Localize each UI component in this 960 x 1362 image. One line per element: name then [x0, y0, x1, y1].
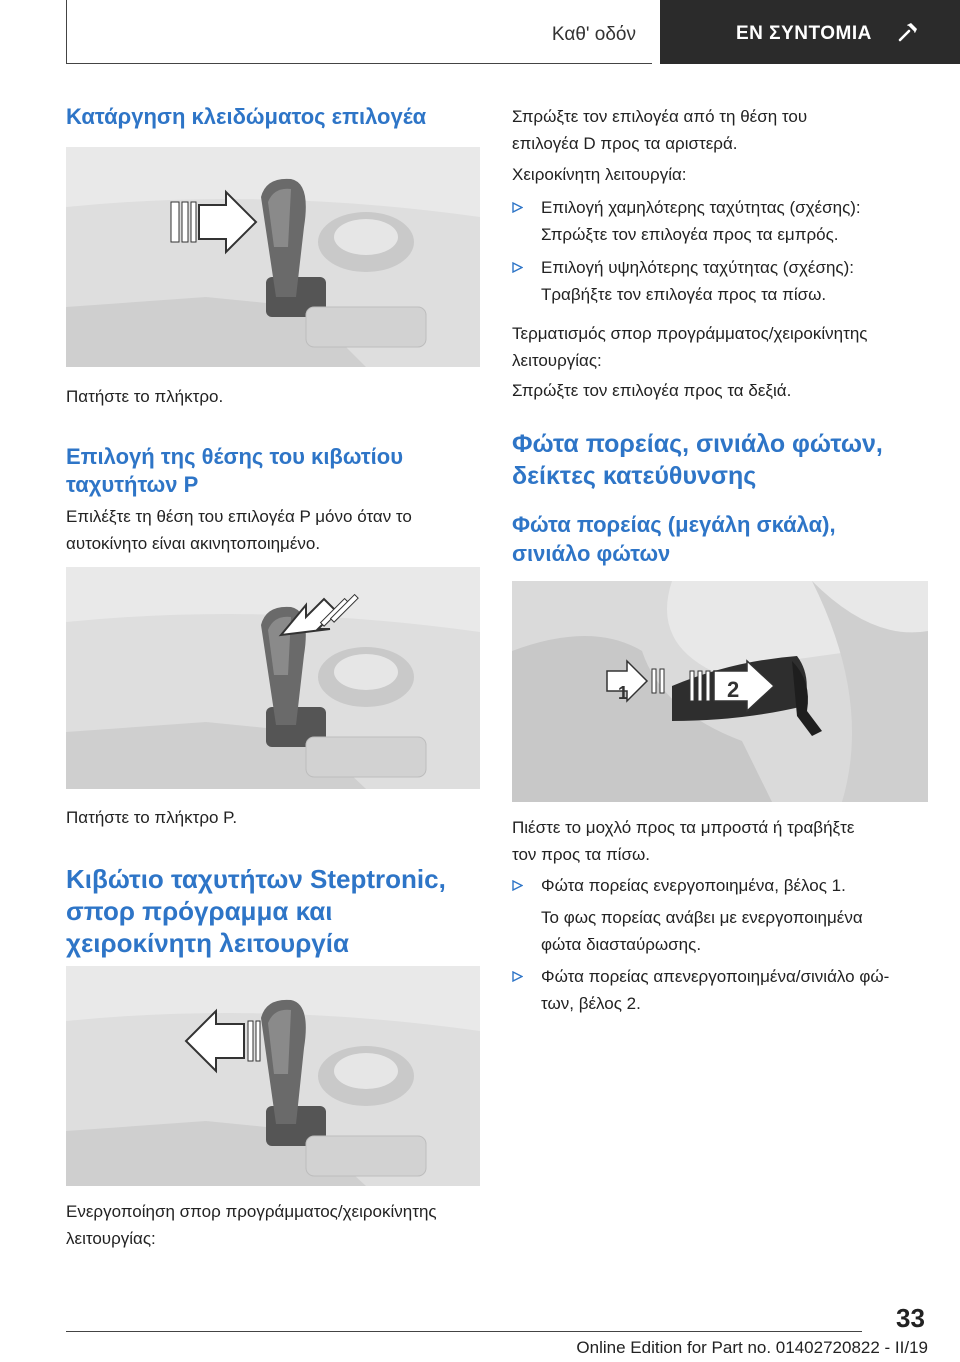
bullet-high-beam-off: [512, 964, 889, 1016]
park-text-line1: Επιλέξτε τη θέση του επιλογέα P μόνο όταν το: [66, 507, 412, 526]
bullet-high-beam-off-line2: των, βέλος 2.: [541, 994, 641, 1013]
sport-caption-line2: λειτουργίας:: [66, 1229, 156, 1248]
heading-park-line2: ταχυτήτων P: [66, 472, 199, 497]
tab-label: ΕΝ ΣΥΝΤΟΜΙΑ: [736, 23, 872, 44]
tab-en-syntomia[interactable]: [660, 0, 960, 64]
lever-text-line1: Πιέστε το μοχλό προς τα μπροστά ή τραβήξτε: [512, 818, 855, 837]
heading-lights-line1: Φώτα πορείας, σινιάλο φώτων,: [512, 430, 883, 458]
bullet-lower-gear-line2: Σπρώξτε τον επιλογέα προς τα εμπρός.: [541, 225, 839, 244]
caption-press-button: Πατήστε το πλήκτρο.: [66, 387, 224, 406]
high-beam-note-line2: φώτα διασταύρωσης.: [541, 935, 702, 954]
triangle-bullet-icon: [512, 880, 523, 891]
sport-caption-line1: Ενεργοποίηση σπορ προγράμματος/χειροκίνητης: [66, 1202, 437, 1221]
right-text-line2: επιλογέα D προς τα αριστερά.: [512, 134, 738, 153]
park-text-line2: αυτοκίνητο είναι ακινητοποιημένο.: [66, 534, 321, 553]
bullet-higher-gear-line1: Επιλογή υψηλότερης ταχύτητας (σχέσης):: [541, 258, 854, 277]
bullet-higher-gear: [512, 255, 854, 307]
caption-press-p: Πατήστε το πλήκτρο P.: [66, 808, 238, 827]
bullet-high-beam-on: [512, 873, 846, 898]
figure-sport-mode: [66, 966, 480, 1186]
heading-high-beam-line2: σινιάλο φώτων: [512, 541, 671, 566]
bullet-high-beam-off-line1: Φώτα πορείας απενεργοποιημένα/σινιάλο φώ‐: [541, 967, 890, 986]
header-divider-bottom: [66, 63, 652, 64]
end-sport-line2: λειτουργίας:: [512, 351, 602, 370]
figure-park-button: [66, 567, 480, 789]
footer-edition: Online Edition for Part no. 01402720822 - II/19: [576, 1338, 928, 1357]
triangle-bullet-icon: [512, 262, 523, 273]
heading-high-beam-line1: Φώτα πορείας (μεγάλη σκάλα),: [512, 512, 836, 537]
figure-selector-unlock: [66, 147, 480, 367]
right-text-line1: Σπρώξτε τον επιλογέα από τη θέση του: [512, 107, 808, 126]
high-beam-note-line1: Το φως πορείας ανάβει με ενεργοποιημένα: [541, 908, 863, 927]
heading-steptronic-line2: σπορ πρόγραμμα και: [66, 896, 333, 926]
push-right-text: Σπρώξτε τον επιλογέα προς τα δεξιά.: [512, 381, 792, 400]
bullet-lower-gear-line1: Επιλογή χαμηλότερης ταχύτητας (σχέσης):: [541, 198, 861, 217]
figure-high-beam-lever: [512, 581, 928, 802]
arrow-label-2: 2: [727, 677, 740, 702]
end-sport-line1: Τερματισμός σπορ προγράμματος/χειροκίνητης: [512, 324, 868, 343]
triangle-bullet-icon: [512, 202, 523, 213]
lever-text-line2: τον προς τα πίσω.: [512, 845, 650, 864]
heading-lights-line2: δείκτες κατεύθυνσης: [512, 462, 757, 490]
triangle-bullet-icon: [512, 971, 523, 982]
arrow-label-1: 1: [618, 683, 629, 703]
section-title: Καθ' οδόν: [551, 24, 636, 45]
heading-steptronic-line1: Κιβώτιο ταχυτήτων Steptronic,: [66, 864, 446, 894]
bullet-higher-gear-line2: Τραβήξτε τον επιλογέα προς τα πίσω.: [541, 285, 827, 304]
page-number: 33: [896, 1303, 925, 1333]
bullet-high-beam-on-text: Φώτα πορείας ενεργοποιημένα, βέλος 1.: [541, 876, 846, 895]
hammer-icon: [896, 20, 920, 44]
footer-divider: [66, 1331, 862, 1332]
heading-steptronic-line3: χειροκίνητη λειτουργία: [66, 928, 349, 958]
heading-park-line1: Επιλογή της θέσης του κιβωτίου: [66, 444, 404, 469]
heading-selector-unlock: Κατάργηση κλειδώματος επιλογέα: [66, 104, 427, 129]
bullet-lower-gear: [512, 195, 861, 247]
manual-mode-label: Χειροκίνητη λειτουργία:: [512, 165, 687, 184]
